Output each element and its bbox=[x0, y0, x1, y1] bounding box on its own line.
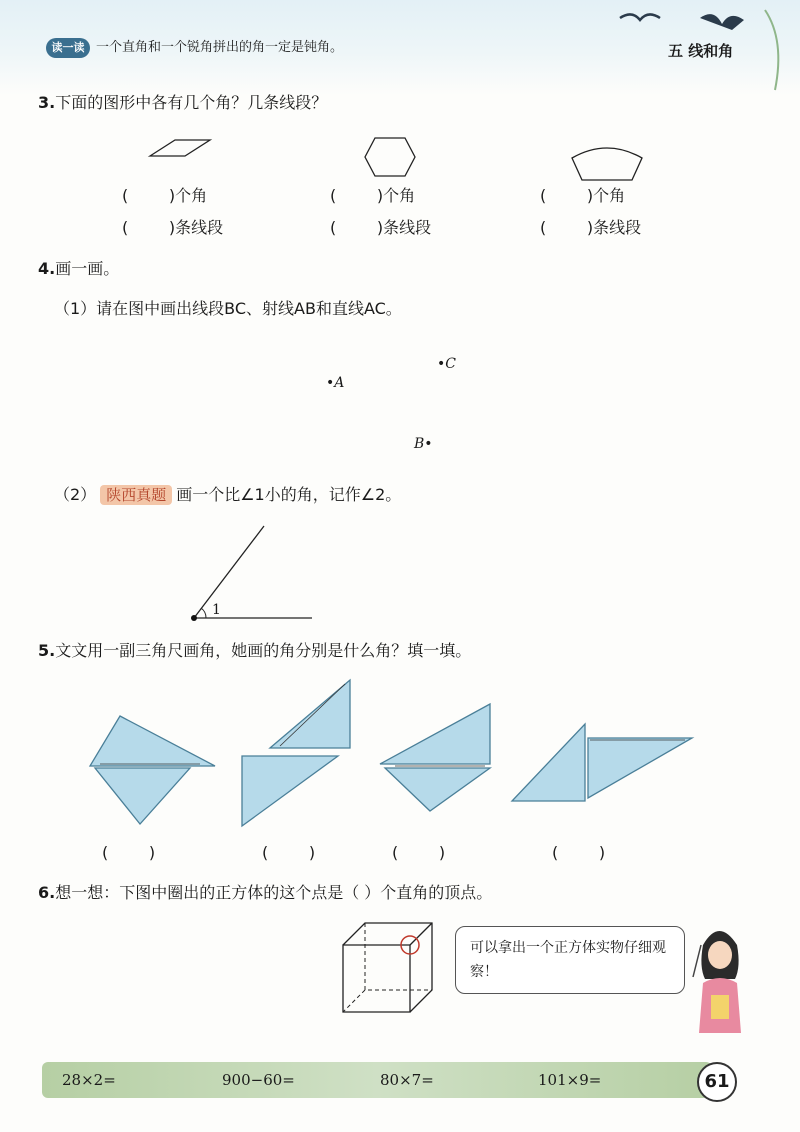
q4-part2-prefix: （2） bbox=[54, 485, 97, 504]
q5-title bbox=[38, 640, 471, 662]
swallow-icon bbox=[700, 14, 744, 30]
unit-title: 五 线和角 bbox=[668, 42, 734, 60]
q5-blank-2[interactable]: ( ) bbox=[262, 843, 316, 862]
q5-number: 5. bbox=[38, 641, 56, 660]
q5-text: 文文用一副三角尺画角，她画的角分别是什么角？填一填。 bbox=[55, 641, 472, 660]
calc-1: 28×2= bbox=[62, 1071, 116, 1089]
teacher-face bbox=[708, 941, 732, 969]
willow-branch bbox=[765, 10, 778, 90]
set-square-3b bbox=[385, 768, 490, 811]
point-b-label: B bbox=[414, 436, 425, 452]
q3-text: 下面的图形中各有几个角？几条线段？ bbox=[55, 93, 328, 112]
q3-title bbox=[38, 92, 327, 114]
q3-segment-blank-2[interactable]: ( )条线段 bbox=[330, 218, 432, 237]
angle1-figure bbox=[180, 520, 330, 630]
set-square-4a bbox=[512, 724, 585, 801]
q4-title bbox=[38, 258, 119, 280]
q4-part2-text: 画一个比∠1小的角，记作∠2。 bbox=[176, 485, 402, 504]
q3-segment-blank-1[interactable]: ( )条线段 bbox=[122, 218, 224, 237]
calc-3: 80×7= bbox=[380, 1071, 434, 1089]
calc-2: 900−60= bbox=[222, 1071, 295, 1089]
teacher-pointer bbox=[693, 945, 701, 977]
cube-hidden-edge bbox=[343, 990, 365, 1012]
q3-number: 3. bbox=[38, 93, 56, 112]
q6-title bbox=[38, 882, 492, 904]
q4-part2 bbox=[54, 484, 401, 506]
hexagon-shape bbox=[365, 138, 415, 176]
set-square-2b bbox=[242, 756, 338, 826]
shaanxi-exam-tag: 陕西真题 bbox=[100, 485, 172, 505]
point-b[interactable]: B• bbox=[414, 436, 433, 452]
cube-figure bbox=[335, 915, 445, 1020]
angle-arc bbox=[201, 608, 206, 618]
q4-part1: （1）请在图中画出线段BC、射线AB和直线AC。 bbox=[54, 299, 402, 318]
q5-blank-4[interactable]: ( ) bbox=[552, 843, 606, 862]
q3-angle-blank-1[interactable]: ( )个角 bbox=[122, 186, 208, 205]
q5-blank-1[interactable]: ( ) bbox=[102, 843, 156, 862]
q3-shapes bbox=[0, 130, 800, 185]
set-squares-figure bbox=[80, 676, 710, 836]
angle-ray-upper bbox=[194, 526, 264, 618]
q5-blank-3[interactable]: ( ) bbox=[392, 843, 446, 862]
q3-angle-blank-2[interactable]: ( )个角 bbox=[330, 186, 416, 205]
cube-edge bbox=[410, 923, 432, 945]
q6-text: 想一想：下图中圈出的正方体的这个点是（ ）个直角的顶点。 bbox=[55, 883, 493, 902]
q3-angle-blank-3[interactable]: ( )个角 bbox=[540, 186, 626, 205]
q4-text: 画一画。 bbox=[55, 259, 120, 278]
bird-icon bbox=[620, 14, 660, 20]
angle-vertex bbox=[191, 615, 197, 621]
q3-segment-blank-3[interactable]: ( )条线段 bbox=[540, 218, 642, 237]
set-square-3a bbox=[380, 704, 490, 764]
set-square-1a bbox=[90, 716, 215, 766]
fan-shape bbox=[572, 148, 642, 180]
rhombus-shape bbox=[150, 140, 210, 156]
set-square-1b bbox=[95, 768, 190, 824]
speech-bubble-text: 可以拿出一个正方体实物仔细观察！ bbox=[470, 940, 666, 980]
point-a[interactable]: •A bbox=[326, 375, 345, 391]
calc-4: 101×9= bbox=[538, 1071, 602, 1089]
teacher-book bbox=[711, 995, 729, 1019]
teacher-illustration bbox=[685, 915, 755, 1035]
page-number: 61 bbox=[697, 1062, 737, 1102]
set-square-4b bbox=[588, 738, 692, 798]
tip-text: 一个直角和一个锐角拼出的角一定是钝角。 bbox=[96, 40, 344, 55]
point-c-label: C bbox=[445, 356, 456, 372]
q6-number: 6. bbox=[38, 883, 56, 902]
point-a-label: A bbox=[334, 375, 345, 391]
footer-band bbox=[42, 1062, 712, 1098]
angle1-label: 1 bbox=[212, 602, 221, 618]
q4-number: 4. bbox=[38, 259, 56, 278]
point-c[interactable]: •C bbox=[437, 356, 456, 372]
tip-badge: 读一读 bbox=[46, 38, 90, 58]
